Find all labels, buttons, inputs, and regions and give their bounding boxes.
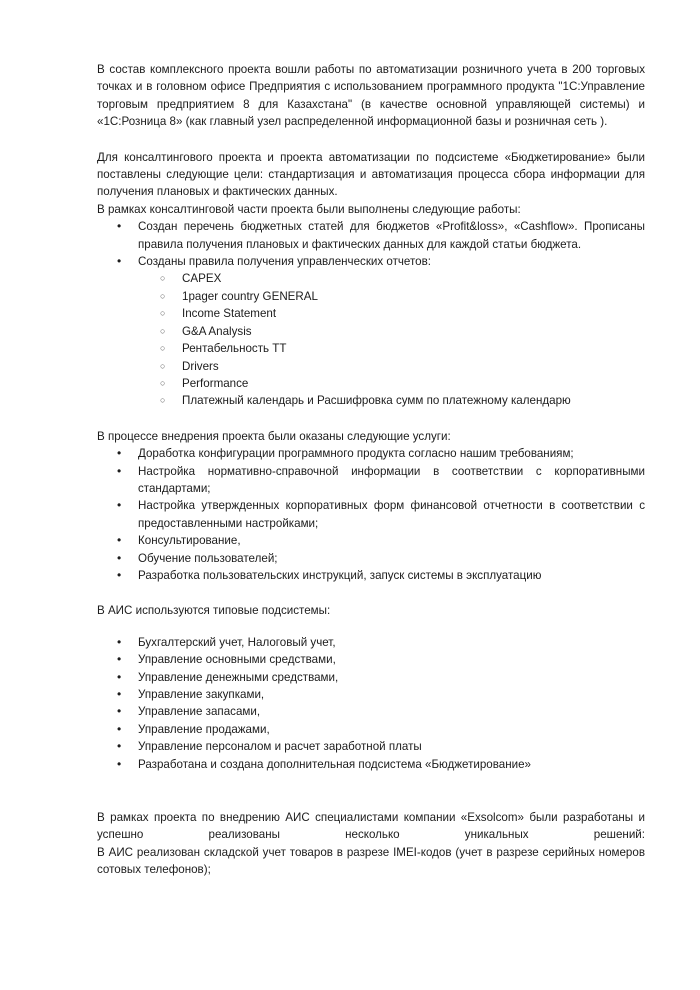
list-item: • Управление запасами, [97,703,645,720]
list-item: ○ Платежный календарь и Расшифровка сумм по платежному календарю [182,392,645,409]
list-item: • Управление продажами, [97,721,645,738]
imei-paragraph: В АИС реализован складской учет товаров в разрезе IMEI-кодов (учет в разрезе серийных номеров сотовых телефонов); [97,845,645,877]
document-body [97,61,645,879]
list-item: • Бухгалтерский учет, Налоговый учет, [97,634,645,651]
list-item: • Управление закупками, [97,686,645,703]
budgeting-goals-paragraph: Для консалтингового проекта и проекта автоматизации по подсистеме «Бюджетирование» были поставлены следующие цели: стандартизация и автоматизация процесса сбора информации для получения плановых и фактических данных. [97,150,645,199]
list-item: • Создан перечень бюджетных статей для бюджетов «Profit&loss», «Cashflow». Прописаны правила получения плановых и фактических данных для каждой статьи бюджета. [97,218,645,253]
subsystems-list [97,634,645,773]
list-item: • Обучение пользователей; [97,550,645,567]
list-item: • Управление персоналом и расчет заработной платы [97,738,645,755]
reports-list [97,270,645,409]
intro-paragraph: В состав комплексного проекта вошли работы по автоматизации розничного учета в 200 торговых точках и в головном офисе Предприятия с использованием программного продукта "1С:Управление торговым предприятием 8 для Казахстана" (в качестве основной управляющей системы) и «1С:Розница 8» (как главный узел распределенной информационной базы и розничная сеть ). [97,63,645,129]
list-item: • Настройка утвержденных корпоративных форм финансовой отчетности в соответствии с предоставленными настройками; [97,497,645,532]
services-heading: В процессе внедрения проекта были оказаны следующие услуги: [97,429,451,443]
consulting-works-heading: В рамках консалтинговой части проекта были выполнены следующие работы: [97,202,521,216]
list-item: ○ G&A Analysis [182,323,645,340]
list-item: • Консультирование, [97,532,645,549]
solutions-paragraph-line-1: В рамках проекта по внедрению АИС специалистами компании «Exsolcom» были разработаны и [97,811,645,825]
consulting-works-list [97,218,645,270]
list-item: • Созданы правила получения управленческих отчетов: [97,253,645,270]
list-item: ○ CAPEX [182,270,645,287]
solutions-paragraph-line-2: успешно реализованы несколько уникальных решений: [97,828,645,842]
list-item: ○ Income Statement [182,305,645,322]
list-item: • Управление основными средствами, [97,651,645,668]
list-item: • Настройка нормативно-справочной информации в соответствии с корпоративными стандартами; [97,463,645,498]
list-item: • Управление денежными средствами, [97,669,645,686]
list-item: ○ Рентабельность ТТ [182,340,645,357]
list-item: ○ Drivers [182,358,645,375]
services-list [97,445,645,584]
subsystems-heading: В АИС используются типовые подсистемы: [97,604,331,618]
list-item: • Доработка конфигурации программного продукта согласно нашим требованиям; [97,445,645,462]
list-item: • Разработана и создана дополнительная подсистема «Бюджетирование» [97,756,645,773]
list-item: ○ Performance [182,375,645,392]
list-item: • Разработка пользовательских инструкций, запуск системы в эксплуатацию [97,567,645,584]
list-item: ○ 1pager country GENERAL [182,288,645,305]
